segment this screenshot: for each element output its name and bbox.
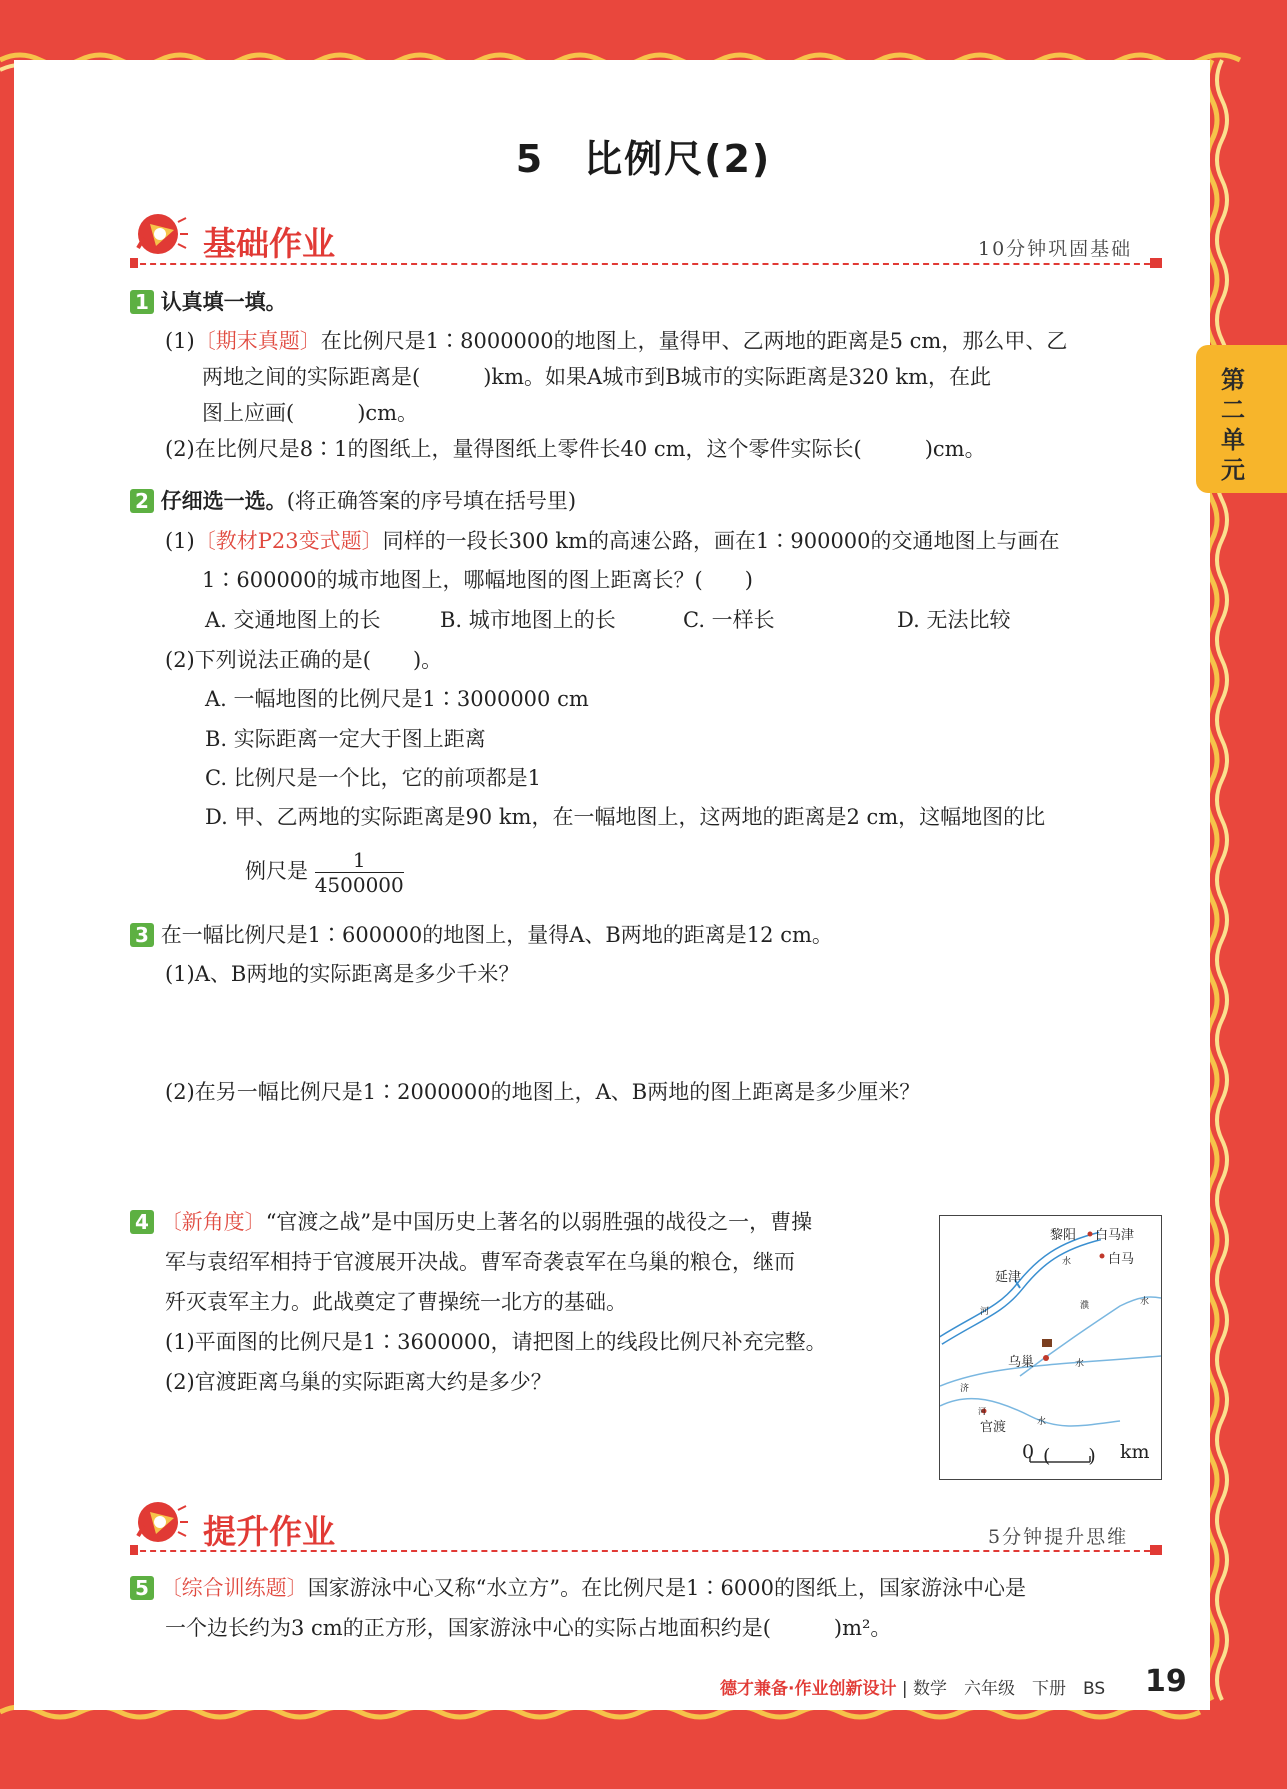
divider-start bbox=[130, 258, 138, 268]
q2-part2-c: C. 比例尺是一个比，它的前项都是1 bbox=[205, 766, 542, 790]
q2-part2-d-line2: 例尺是 $\frac{1}{4500000}$ bbox=[245, 848, 404, 897]
river-label: 水 bbox=[1140, 1297, 1150, 1307]
divider-start bbox=[130, 1545, 138, 1555]
question-4-line2: 军与袁绍军相持于官渡展开决战。曹军奇袭袁军在乌巢的粮仓，继而 bbox=[165, 1250, 795, 1274]
q3-part1: (1)A、B两地的实际距离是多少千米？ bbox=[165, 962, 520, 986]
place-yanjin: 延津 bbox=[995, 1270, 1022, 1285]
q2-part2-b: B. 实际距离一定大于图上距离 bbox=[205, 727, 486, 751]
question-4-line3: 歼灭袁军主力。此战奠定了曹操统一北方的基础。 bbox=[165, 1290, 627, 1314]
q1-part1-line2: 两地之间的实际距离是( )km。如果A城市到B城市的实际距离是320 km，在此 bbox=[202, 365, 992, 389]
scale-blank: ( ) bbox=[1043, 1445, 1096, 1467]
page-number: 19 bbox=[1145, 1664, 1187, 1699]
q1-part1-line1: (1)〔期末真题〕在比例尺是1∶8000000的地图上，量得甲、乙两地的距离是5 cm，那么甲、乙 bbox=[165, 329, 1068, 353]
q2-part1-line1: (1)〔教材P23变式题〕同样的一段长300 km的高速公路，画在1∶900000的交通地图上与画在 bbox=[165, 529, 1060, 553]
place-liyang: 黎阳 bbox=[1050, 1228, 1077, 1243]
river-label: 水 bbox=[1037, 1417, 1047, 1427]
river-label: 水 bbox=[1075, 1359, 1085, 1369]
question-number: 5 bbox=[130, 1576, 154, 1600]
river-label: 河 bbox=[978, 1407, 986, 1416]
q2-part1-line2: 1∶600000的城市地图上，哪幅地图的图上距离长？( ) bbox=[202, 568, 753, 592]
divider-end bbox=[1150, 1545, 1162, 1555]
q4-part1: (1)平面图的比例尺是1∶3600000，请把图上的线段比例尺补充完整。 bbox=[165, 1330, 827, 1354]
place-guandu: 官渡 bbox=[980, 1420, 1007, 1435]
question-4-line1: 4 〔新角度〕“官渡之战”是中国历史上著名的以弱胜强的战役之一，曹操 bbox=[130, 1204, 812, 1240]
q1-part2: (2)在比例尺是8∶1的图纸上，量得图纸上零件长40 cm，这个零件实际长( )cm。 bbox=[165, 437, 986, 461]
q2-part2-d-line1: D. 甲、乙两地的实际距离是90 km，在一幅地图上，这两地的距离是2 cm，这幅地图的比 bbox=[205, 805, 1046, 829]
q2-option-a: A. 交通地图上的长 bbox=[205, 608, 381, 632]
fraction: $\frac{1}{4500000}$ bbox=[314, 848, 404, 897]
q2-part2-a: A. 一幅地图的比例尺是1∶3000000 cm bbox=[205, 687, 589, 711]
q3-part2: (2)在另一幅比例尺是1∶2000000的地图上，A、B两地的图上距离是多少厘米？ bbox=[165, 1080, 921, 1104]
divider-end bbox=[1150, 258, 1162, 268]
footer-info: 德才兼备·作业创新设计 | 数学 六年级 下册 BS bbox=[720, 1679, 1106, 1699]
section-basic-title: 基础作业 bbox=[203, 224, 335, 263]
unit-tab: 第二单元 bbox=[1196, 345, 1287, 493]
river-label: 濮 bbox=[1080, 1301, 1090, 1311]
question-5-line1: 5 〔综合训练题〕国家游泳中心又称“水立方”。在比例尺是1∶6000的图纸上，国家游泳中心是 bbox=[130, 1570, 1026, 1606]
scale-unit: km bbox=[1120, 1441, 1150, 1463]
q2-option-c: C. 一样长 bbox=[683, 608, 775, 632]
section-basic-subtitle: 10分钟巩固基础 bbox=[978, 238, 1133, 260]
mascot-icon bbox=[130, 208, 190, 263]
battle-map bbox=[939, 1215, 1162, 1480]
q2-part2: (2)下列说法正确的是( )。 bbox=[165, 648, 443, 672]
place-baima: 白马 bbox=[1108, 1252, 1135, 1267]
q4-part2: (2)官渡距离乌巢的实际距离大约是多少？ bbox=[165, 1370, 552, 1394]
scale-zero: 0 bbox=[1022, 1441, 1035, 1463]
question-5-line2: 一个边长约为3 cm的正方形，国家游泳中心的实际占地面积约是( )m²。 bbox=[165, 1616, 892, 1640]
page-title: 5 比例尺(2) bbox=[515, 137, 772, 181]
divider bbox=[130, 1550, 1160, 1552]
river-label: 河 bbox=[980, 1307, 990, 1317]
q2-option-b: B. 城市地图上的长 bbox=[440, 608, 616, 632]
place-baimajin: 白马津 bbox=[1095, 1228, 1135, 1243]
mascot-icon bbox=[130, 1496, 190, 1551]
question-number: 4 bbox=[130, 1210, 154, 1234]
question-3: 3 在一幅比例尺是1∶600000的地图上，量得A、B两地的距离是12 cm。 bbox=[130, 917, 833, 953]
river-label: 水 bbox=[1062, 1257, 1072, 1267]
question-number: 1 bbox=[130, 290, 154, 314]
section-advanced-subtitle: 5分钟提升思维 bbox=[988, 1526, 1129, 1548]
place-wuchao: 乌巢 bbox=[1008, 1355, 1035, 1370]
question-2-head: 2 仔细选一选。(将正确答案的序号填在括号里) bbox=[130, 483, 576, 519]
q2-option-d: D. 无法比较 bbox=[897, 608, 1011, 632]
question-1-head: 1 认真填一填。 bbox=[130, 284, 287, 320]
question-number: 2 bbox=[130, 489, 154, 513]
section-advanced-title: 提升作业 bbox=[203, 1512, 335, 1551]
river-label: 济 bbox=[960, 1384, 970, 1394]
question-number: 3 bbox=[130, 923, 154, 947]
q1-part1-line3: 图上应画( )cm。 bbox=[202, 401, 419, 425]
divider bbox=[130, 263, 1160, 265]
